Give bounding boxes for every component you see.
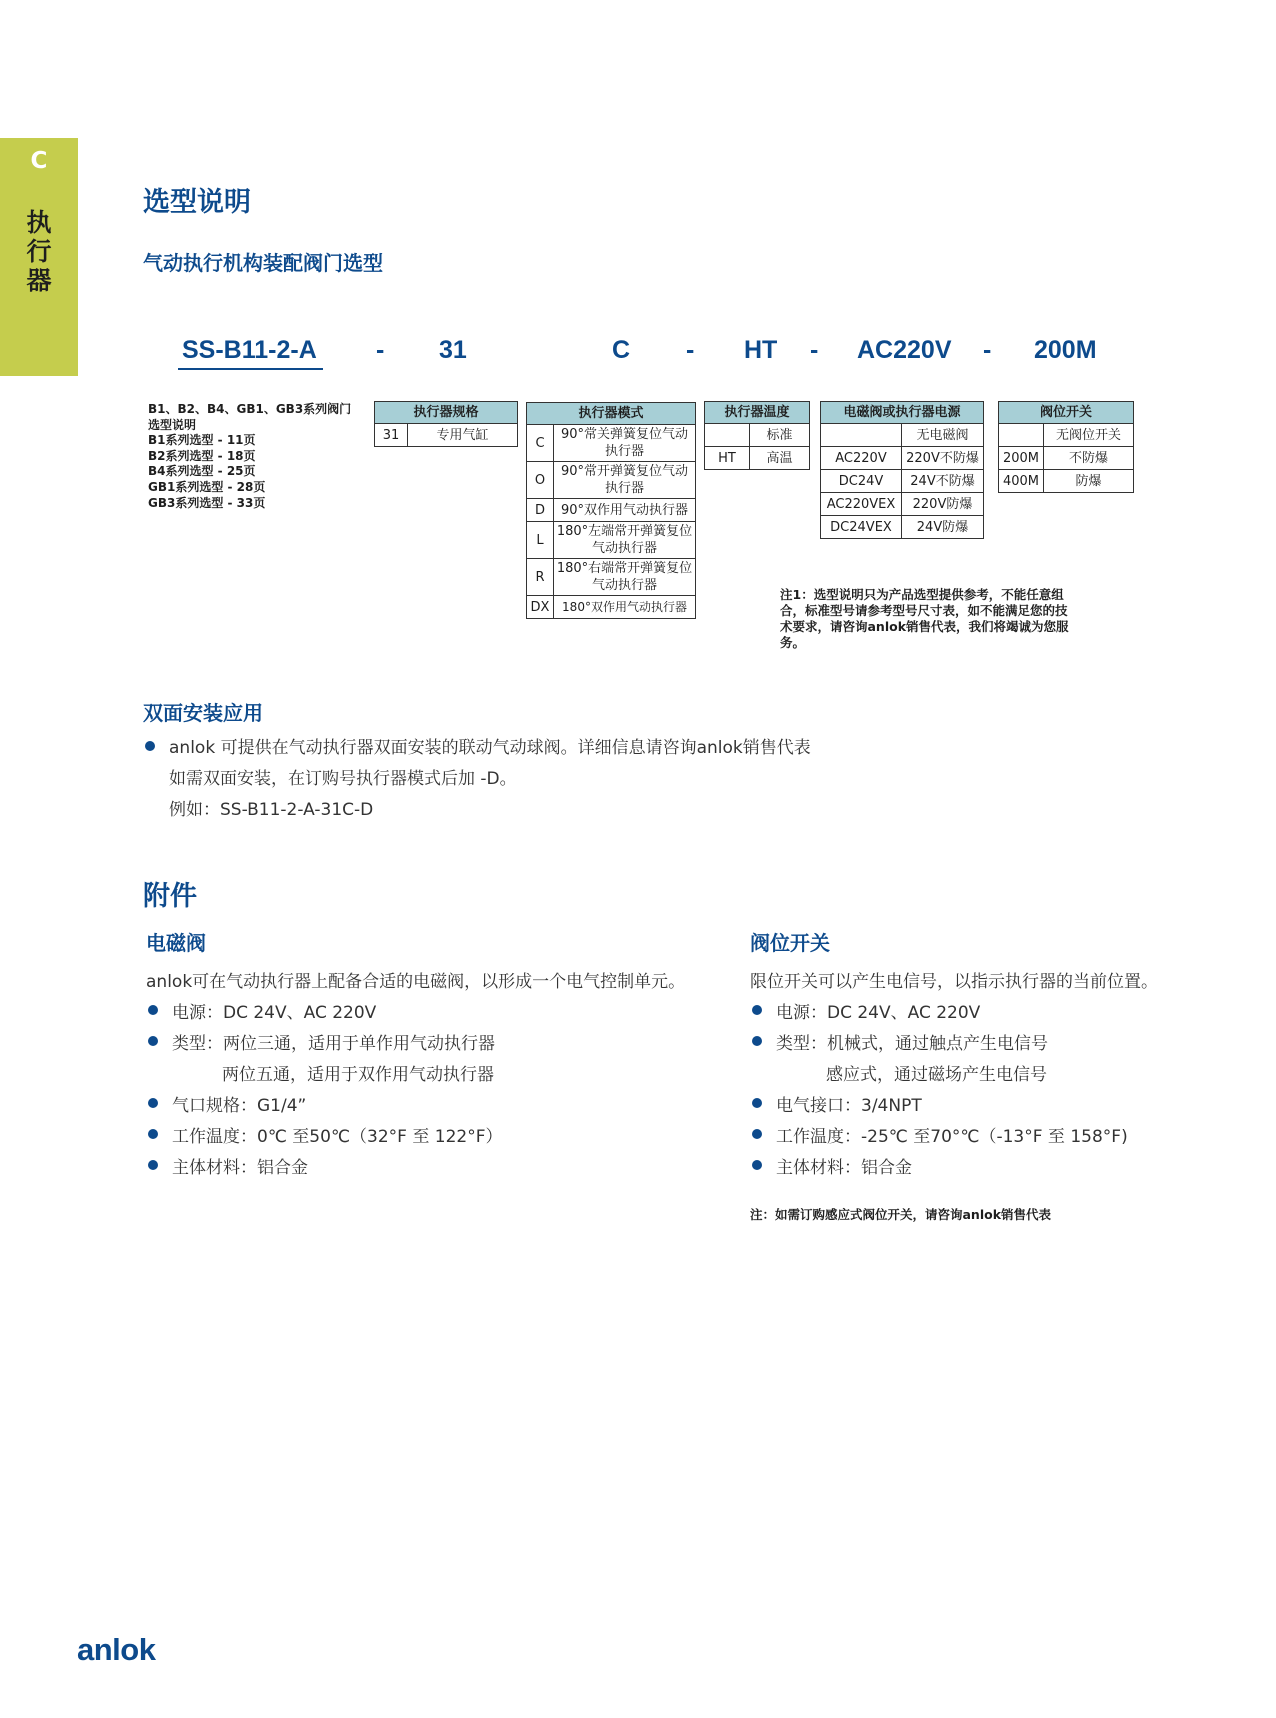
option-code: 200M xyxy=(999,447,1044,470)
table-row xyxy=(821,447,984,470)
option-desc: 220V防爆 xyxy=(902,493,984,516)
table-row xyxy=(705,424,810,447)
option-desc: 不防爆 xyxy=(1044,447,1134,470)
note-line: 术要求，请咨询anlok销售代表，我们将竭诚为您服 xyxy=(780,619,1069,634)
table-row xyxy=(999,447,1134,470)
double-mount-line: 如需双面安装，在订购号执行器模式后加 -D。 xyxy=(169,769,517,789)
section-label-char: 器 xyxy=(26,266,52,295)
code-separator: - xyxy=(376,336,385,364)
table-header: 电磁阀或执行器电源 xyxy=(821,402,984,424)
option-desc: 90°常关弹簧复位气动执行器 xyxy=(554,425,696,462)
bullet-icon xyxy=(148,1129,158,1139)
bullet-icon xyxy=(145,741,155,751)
actuator-spec-table xyxy=(374,401,518,447)
table-header: 阀位开关 xyxy=(999,402,1134,424)
option-desc: 无阀位开关 xyxy=(1044,424,1134,447)
note-line: 合，标准型号请参考型号尺寸表，如不能满足您的技 xyxy=(780,603,1068,618)
limit-switch-note: 注：如需订购感应式阀位开关，请咨询anlok销售代表 xyxy=(750,1207,1052,1222)
table-row xyxy=(705,447,810,470)
solenoid-spec-item: 类型：两位三通，适用于单作用气动执行器 xyxy=(172,1034,495,1054)
power-supply-table xyxy=(820,401,984,539)
solenoid-spec-item: 主体材料：铝合金 xyxy=(172,1158,308,1178)
table-row xyxy=(821,470,984,493)
code-part-limit: 200M xyxy=(1034,336,1097,364)
table-row xyxy=(999,424,1134,447)
code-part-power: AC220V xyxy=(857,336,952,364)
table-row xyxy=(999,470,1134,493)
code-separator: - xyxy=(983,336,992,364)
limit-switch-table xyxy=(998,401,1134,493)
bullet-icon xyxy=(148,1160,158,1170)
option-desc: 高温 xyxy=(750,447,810,470)
note-line: 注1：选型说明只为产品选型提供参考，不能任意组 xyxy=(780,587,1064,602)
solenoid-spec-item-cont: 两位五通，适用于双作用气动执行器 xyxy=(222,1065,494,1085)
table-row xyxy=(527,522,696,559)
table-row xyxy=(527,462,696,499)
bullet-icon xyxy=(148,1098,158,1108)
option-code: 400M xyxy=(999,470,1044,493)
option-desc: 24V不防爆 xyxy=(902,470,984,493)
option-code: O xyxy=(527,462,554,499)
limit-switch-spec-item: 电源：DC 24V、AC 220V xyxy=(776,1003,981,1023)
series-reference-list xyxy=(148,402,351,511)
accessories-title: 附件 xyxy=(143,881,197,912)
code-part-base: SS-B11-2-A xyxy=(182,336,317,364)
double-mount-example: 例如：SS-B11-2-A-31C-D xyxy=(169,800,374,820)
table-row xyxy=(821,493,984,516)
bullet-icon xyxy=(752,1129,762,1139)
series-line: 选型说明 xyxy=(148,417,197,432)
table-row xyxy=(527,559,696,596)
option-code: HT xyxy=(705,447,750,470)
limit-switch-intro: 限位开关可以产生电信号，以指示执行器的当前位置。 xyxy=(750,972,1158,992)
section-letter: C xyxy=(30,148,48,174)
actuator-temp-table xyxy=(704,401,810,470)
bullet-icon xyxy=(752,1005,762,1015)
solenoid-intro: anlok可在气动执行器上配备合适的电磁阀，以形成一个电气控制单元。 xyxy=(146,972,686,992)
solenoid-spec-item: 电源：DC 24V、AC 220V xyxy=(172,1003,377,1023)
table-row xyxy=(375,424,518,447)
table-row xyxy=(821,516,984,539)
limit-switch-spec-item: 主体材料：铝合金 xyxy=(776,1158,912,1178)
limit-switch-spec-item-cont: 感应式，通过磁场产生电信号 xyxy=(826,1065,1047,1085)
double-mount-title: 双面安装应用 xyxy=(143,701,263,725)
option-code xyxy=(821,424,902,447)
table-row xyxy=(821,424,984,447)
table-row xyxy=(527,425,696,462)
series-line: GB3系列选型 - 33页 xyxy=(148,495,266,510)
table-row xyxy=(527,596,696,619)
table-header: 执行器温度 xyxy=(705,402,810,424)
code-part-spec: 31 xyxy=(439,336,467,364)
limit-switch-spec-item: 电气接口：3/4NPT xyxy=(776,1096,922,1116)
option-desc: 90°双作用气动执行器 xyxy=(554,499,696,522)
solenoid-spec-item: 气口规格：G1/4” xyxy=(172,1096,307,1116)
option-desc: 标准 xyxy=(750,424,810,447)
option-code: DC24V xyxy=(821,470,902,493)
limit-switch-title: 阀位开关 xyxy=(750,931,830,955)
option-desc: 90°常开弹簧复位气动执行器 xyxy=(554,462,696,499)
option-code: DX xyxy=(527,596,554,619)
code-separator: - xyxy=(686,336,695,364)
option-code: D xyxy=(527,499,554,522)
code-underline xyxy=(178,368,323,370)
solenoid-title: 电磁阀 xyxy=(146,931,206,955)
section-vertical-label xyxy=(0,208,78,295)
option-code: R xyxy=(527,559,554,596)
option-code xyxy=(705,424,750,447)
limit-switch-spec-item: 类型：机械式，通过触点产生电信号 xyxy=(776,1034,1048,1054)
option-desc: 专用气缸 xyxy=(408,424,518,447)
series-line: B4系列选型 - 25页 xyxy=(148,464,256,479)
option-code: DC24VEX xyxy=(821,516,902,539)
option-code xyxy=(999,424,1044,447)
bullet-icon xyxy=(752,1098,762,1108)
code-part-mode: C xyxy=(612,336,631,364)
option-desc: 180°左端常开弹簧复位气动执行器 xyxy=(554,522,696,559)
note-line: 务。 xyxy=(780,635,806,650)
selection-note xyxy=(780,587,1100,651)
option-desc: 220V不防爆 xyxy=(902,447,984,470)
series-line: GB1系列选型 - 28页 xyxy=(148,479,266,494)
double-mount-line: anlok 可提供在气动执行器双面安装的联动气动球阀。详细信息请咨询anlok销售代表 xyxy=(169,738,811,758)
code-part-temp: HT xyxy=(744,336,778,364)
series-line: B1、B2、B4、GB1、GB3系列阀门 xyxy=(148,402,352,416)
selection-guide-subtitle: 气动执行机构装配阀门选型 xyxy=(143,251,383,275)
option-code: AC220VEX xyxy=(821,493,902,516)
option-code: C xyxy=(527,425,554,462)
section-label-char: 执 xyxy=(26,208,52,237)
series-line: B2系列选型 - 18页 xyxy=(148,448,256,463)
selection-guide-title: 选型说明 xyxy=(143,187,251,218)
option-desc: 180°双作用气动执行器 xyxy=(554,596,696,619)
bullet-icon xyxy=(148,1036,158,1046)
section-label-char: 行 xyxy=(26,237,52,266)
limit-switch-spec-item: 工作温度：-25℃ 至70°℃（-13°F 至 158°F) xyxy=(776,1127,1128,1147)
option-desc: 180°右端常开弹簧复位气动执行器 xyxy=(554,559,696,596)
bullet-icon xyxy=(752,1036,762,1046)
table-header: 执行器规格 xyxy=(375,402,518,424)
table-header: 执行器模式 xyxy=(527,403,696,425)
bullet-icon xyxy=(148,1005,158,1015)
option-desc: 无电磁阀 xyxy=(902,424,984,447)
solenoid-spec-item: 工作温度：0℃ 至50℃（32°F 至 122°F） xyxy=(172,1127,503,1147)
section-side-tab xyxy=(0,138,78,376)
option-desc: 防爆 xyxy=(1044,470,1134,493)
brand-logo: anlok xyxy=(77,1632,156,1667)
option-code: AC220V xyxy=(821,447,902,470)
actuator-mode-table xyxy=(526,402,696,619)
series-line: B1系列选型 - 11页 xyxy=(148,433,256,448)
code-separator: - xyxy=(810,336,819,364)
table-row xyxy=(527,499,696,522)
bullet-icon xyxy=(752,1160,762,1170)
option-desc: 24V防爆 xyxy=(902,516,984,539)
option-code: 31 xyxy=(375,424,408,447)
option-code: L xyxy=(527,522,554,559)
